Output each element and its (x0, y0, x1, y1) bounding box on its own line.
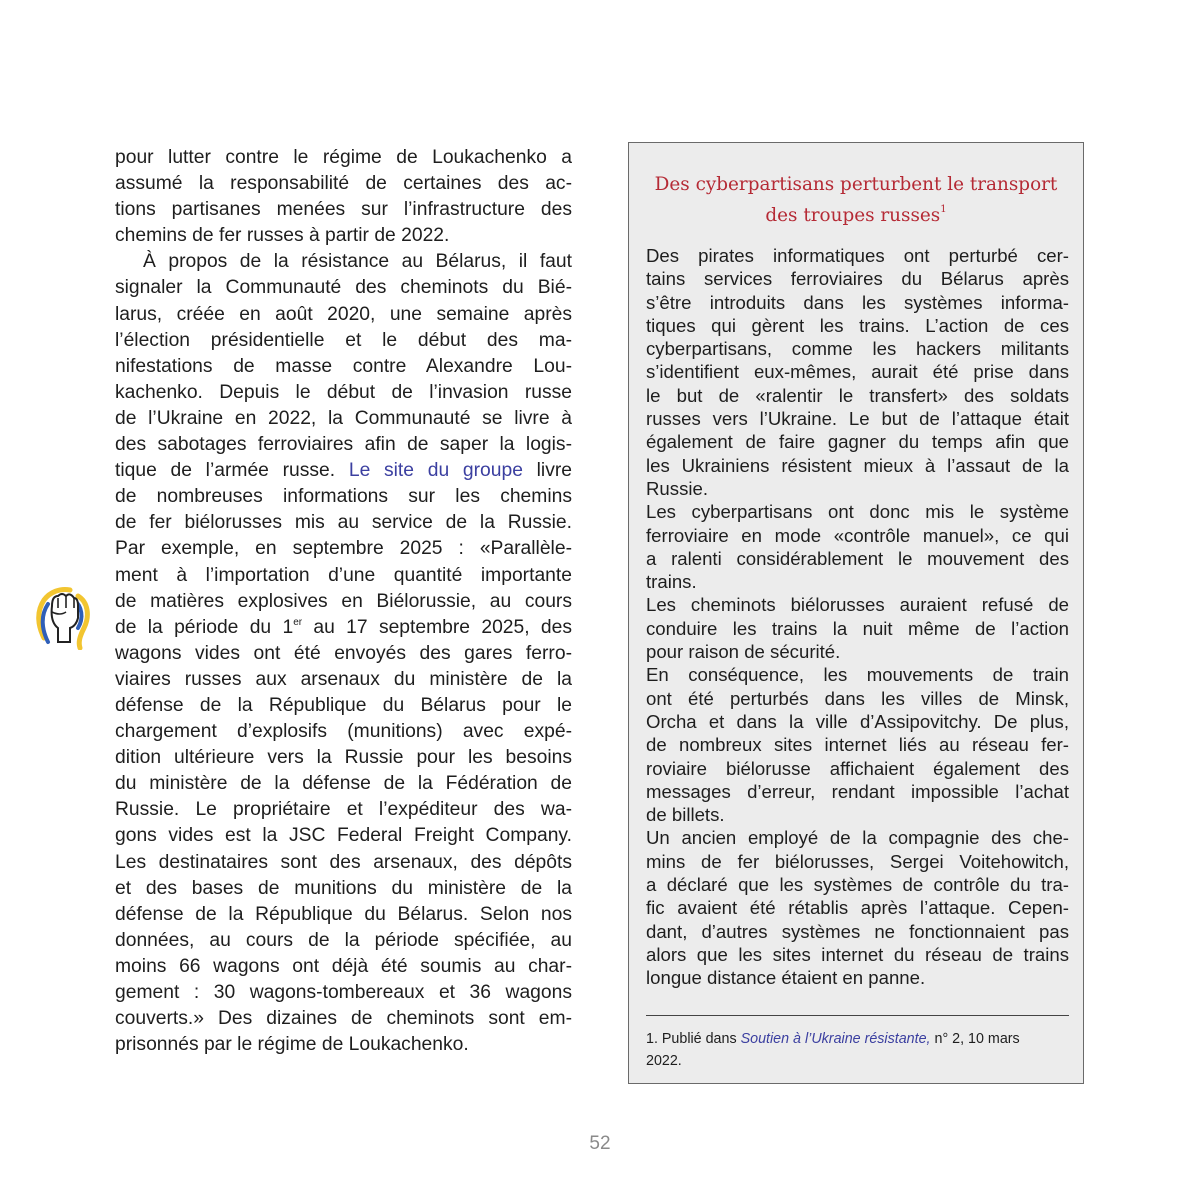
text-line: de matières explosives en Biélorussie, au cours (115, 590, 572, 612)
box-line: les Ukrainiens résistent mieux à l’assaut de la (646, 454, 1069, 476)
box-line: Un ancien employé de la compagnie des che- (646, 827, 1069, 849)
raised-fist-icon (30, 582, 98, 650)
box-line: Les cheminots biélorusses auraient refusé de (646, 594, 1069, 616)
text-line: nifestations de masse contre Alexandre Lou- (115, 355, 572, 377)
box-line: a déclaré que les systèmes de contrôle du tra- (646, 874, 1069, 896)
box-line: mins de fer biélorusses, Sergei Voitehowitch, (646, 850, 1069, 872)
box-line: ont été perturbés dans les villes de Minsk, (646, 687, 1069, 709)
text-line: chargement d’explosifs (munitions) avec expé- (115, 721, 572, 743)
box-line: messages d’erreur, rendant impossible l’achat (646, 780, 1069, 802)
main-text-column (115, 145, 572, 1058)
box-line: trains. (646, 571, 697, 593)
box-line: tiques qui gèrent les trains. L’action de ces (646, 314, 1069, 336)
text-line: Les destinataires sont des arsenaux, des dépôts (115, 851, 572, 873)
text-line: l’élection présidentielle et le début des ma- (115, 329, 572, 351)
text-line: ment à l’importation d’une quantité importante (115, 564, 572, 586)
text-line: larus, créée en août 2020, une semaine après (115, 303, 572, 325)
text-line-with-superscript (115, 615, 572, 641)
box-line: le but de «ralentir le transfert» des soldats (646, 384, 1069, 406)
box-line: dant, d’autres systèmes ne fonctionnaient pas (646, 920, 1069, 942)
box-line: russes vers l’Ukraine. Le but de l’attaque était (646, 408, 1069, 430)
box-line: de nombreux sites internet liés au réseau fer- (646, 734, 1069, 756)
footnote-divider (646, 1015, 1069, 1016)
text-line: pour lutter contre le régime de Loukachenko a (115, 147, 572, 168)
text-line: signaler la Communauté des cheminots du Bié- (115, 277, 572, 299)
text-line: données, au cours de la période spécifiée, au (115, 929, 572, 951)
text-line: Russie. Le propriétaire et l’expéditeur des wa- (115, 799, 572, 821)
box-line: cyberpartisans, comme les hackers militants (646, 338, 1069, 360)
box-line: Des pirates informatiques ont perturbé cer- (646, 245, 1069, 266)
box-title-text: des troupes russes (765, 205, 941, 226)
text-line: prisonnés par le régime de Loukachenko. (115, 1034, 469, 1056)
footnote-source-link[interactable]: Soutien à l’Ukraine résistante, (740, 1031, 931, 1047)
box-title-line-2 (629, 200, 1083, 231)
box-line: également de faire gagner du temps afin que (646, 431, 1069, 453)
box-line: Orcha et dans la ville d’Assipovitchy. De plus, (646, 710, 1069, 732)
box-line: s’identifient eux-mêmes, aurait été prise dans (646, 361, 1069, 383)
text-line: viaires russes aux arsenaux du ministère de la (115, 668, 572, 690)
box-line: Les cyberpartisans ont donc mis le système (646, 501, 1069, 523)
ordinal-superscript: er (293, 616, 303, 628)
box-line: ferroviaire en mode «contrôle manuel», ce qui (646, 524, 1069, 546)
text-fragment: au 17 septembre 2025, des (302, 616, 572, 638)
box-title (629, 169, 1083, 231)
box-line: longue distance étaient en panne. (646, 967, 926, 989)
text-fragment: livre (536, 460, 572, 482)
box-line: pour raison de sécurité. (646, 641, 841, 663)
box-line: conduire les trains la nuit même de l’action (646, 617, 1069, 639)
text-line: de l’Ukraine en 2022, la Communauté se livre à (115, 407, 572, 429)
text-line: dition ultérieure vers la Russie pour les besoins (115, 747, 572, 769)
text-line: wagons vides ont été envoyés des gares ferro- (115, 642, 572, 664)
box-line: a ralenti considérablement le mouvement des (646, 547, 1069, 569)
text-line: gement : 30 wagons-tombereaux et 36 wagons (115, 982, 572, 1003)
text-line: chemins de fer russes à partir de 2022. (115, 225, 450, 247)
text-line: couverts.» Des dizaines de cheminots sont em- (115, 1008, 572, 1030)
text-line: défense de la République du Bélarus pour le (115, 694, 572, 716)
box-line: En conséquence, les mouvements de train (646, 664, 1069, 686)
box-body (646, 244, 1069, 990)
page-number: 52 (589, 1133, 611, 1154)
text-line: gons vides est la JSC Federal Freight Company. (115, 825, 572, 847)
box-line: de billets. (646, 804, 725, 826)
text-line: tions partisanes menées sur l’infrastructure des (115, 199, 572, 221)
box-line: fic avaient été rétablis après l’attaque. Cepen- (646, 897, 1069, 919)
footnote (646, 1028, 1069, 1072)
box-line: Russie. (646, 477, 709, 499)
footnote-line-2: 2022. (646, 1053, 682, 1069)
box-line: alors que les sites internet du réseau de trains (646, 943, 1069, 965)
text-line: de fer biélorusses mis au service de la Russie. (115, 512, 572, 534)
box-line: roviaire biélorusse affichaient également des (646, 757, 1069, 779)
text-line: moins 66 wagons ont déjà été soumis au char- (115, 955, 572, 977)
text-line: Par exemple, en septembre 2025 : «Parallèle- (115, 538, 572, 560)
text-line: défense de la République du Bélarus. Selon nos (115, 903, 572, 925)
footnote-ref[interactable]: 1 (940, 204, 947, 215)
box-line: tains services ferroviaires du Bélarus après (646, 268, 1069, 290)
text-line-with-link (115, 458, 572, 484)
text-line: des sabotages ferroviaires afin de saper la logis- (115, 434, 572, 456)
text-line: de nombreuses informations sur les chemins (115, 486, 572, 508)
text-line: du ministère de la défense de la Fédération de (115, 773, 572, 795)
box-title-line: Des cyberpartisans perturbent le transport (654, 174, 1058, 195)
sidebar-box (628, 142, 1084, 1084)
footnote-prefix: 1. Publié dans (646, 1031, 741, 1047)
group-site-link[interactable]: Le site du groupe (348, 460, 523, 482)
footnote-suffix: n° 2, 10 mars (930, 1031, 1020, 1047)
text-line: assumé la responsabilité de certaines des ac- (115, 173, 572, 195)
text-fragment: de la période du 1 (115, 616, 294, 638)
text-line: et des bases de munitions du ministère de la (115, 877, 572, 899)
text-line: kachenko. Depuis le début de l’invasion russe (115, 381, 572, 403)
text-fragment: tique de l’armée russe. (115, 460, 336, 482)
box-line: s’être introduits dans les systèmes informa- (646, 291, 1069, 313)
text-line: À propos de la résistance au Bélarus, il faut (143, 251, 572, 273)
